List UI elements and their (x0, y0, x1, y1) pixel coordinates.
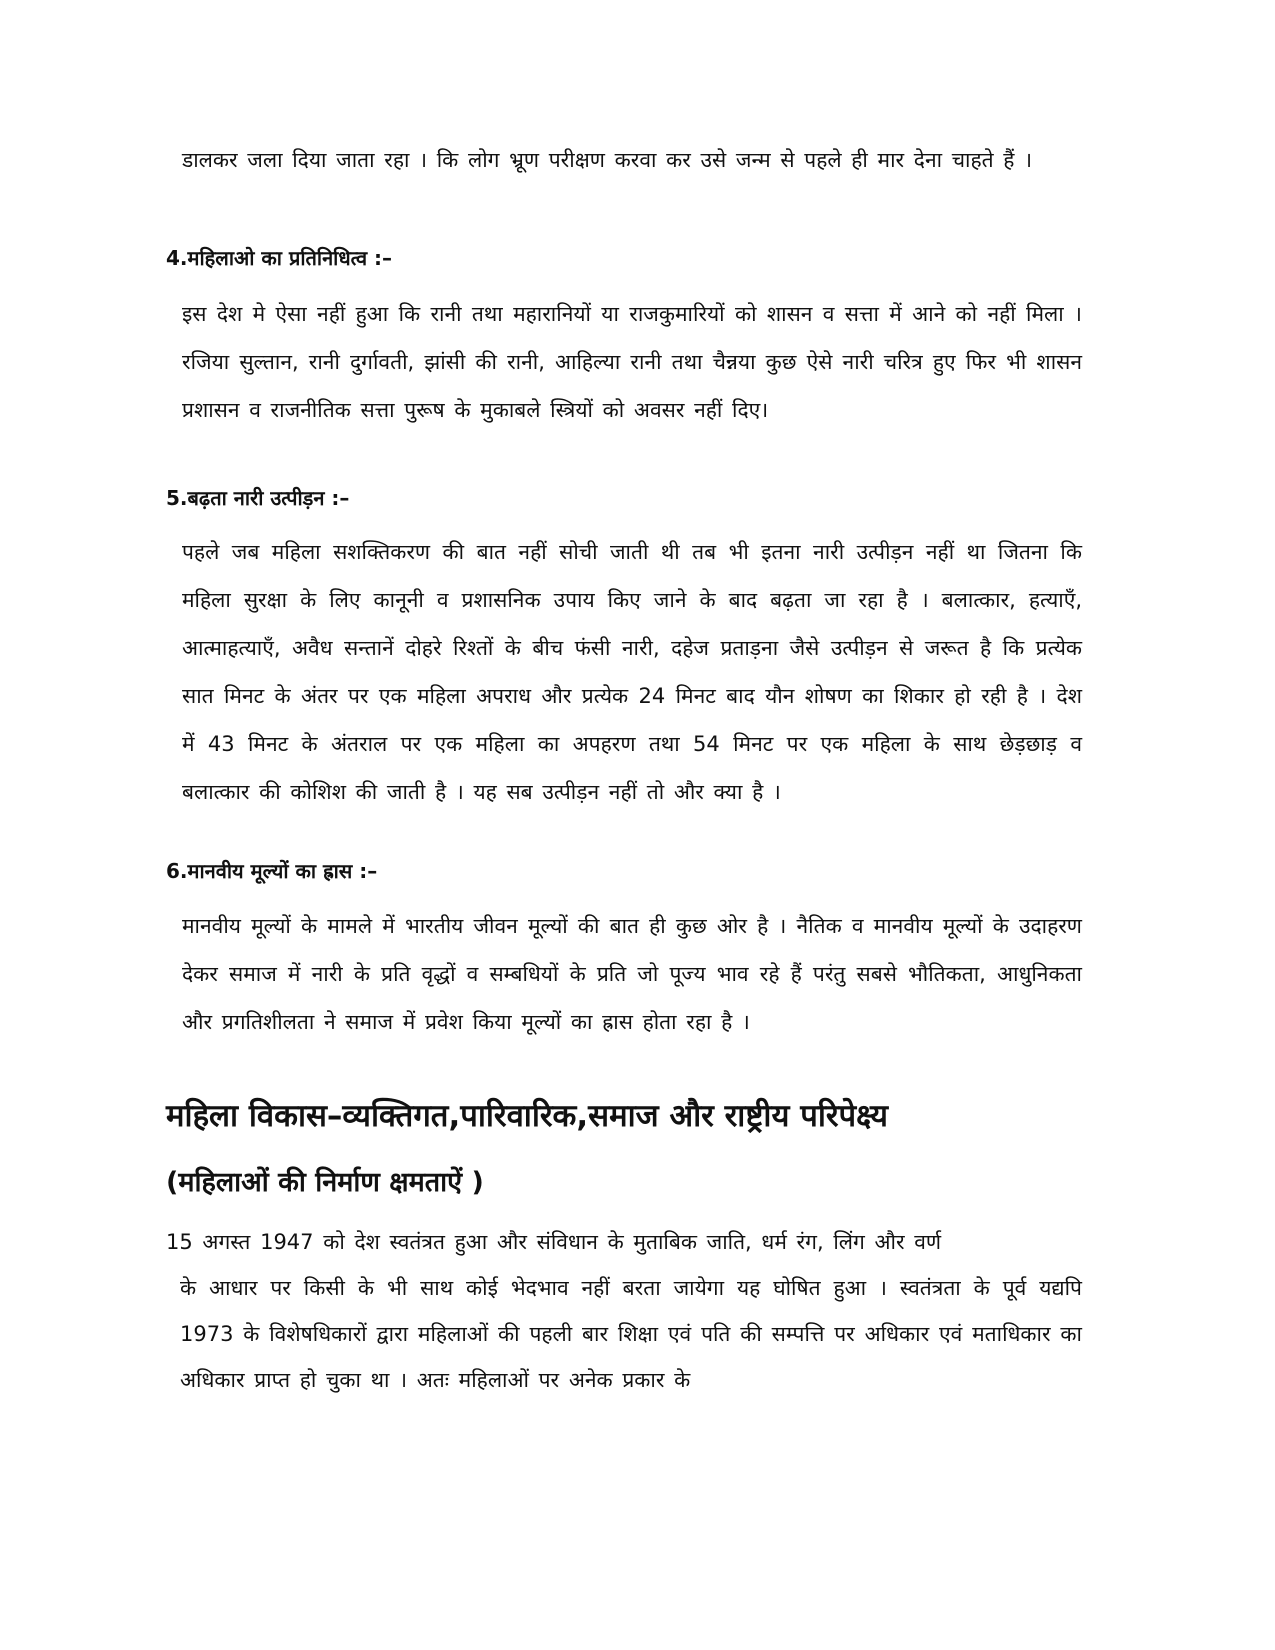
section-5-heading: 5.बढ़ता नारी उत्पीड़न :– (166, 486, 350, 510)
section-5-body: पहले जब महिला सशक्तिकरण की बात नहीं सोची जाती थी तब भी इतना नारी उत्पीड़न नहीं था जितना कि महिला सुरक्षा के लिए कानूनी व प्रशासनिक उपाय किए जाने के बाद बढ़ता जा रहा है । बलात्कार, हत्याएँ, आत्माहत्याएँ, अवैध सन्तानें दोहरे रिश्तों के बीच फंसी नारी, दहेज प्रताड़ना जैसे उत्पीड़न से जरूत है कि प्रत्येक सात मिनट के अंतर पर एक महिला अपराध और प्रत्येक 24 मिनट बाद यौन शोषण का शिकार हो रही है । देश में 43 मिनट के अंतराल पर एक महिला का अपहरण तथा 54 मिनट पर एक महिला के साथ छेड़छाड़ व बलात्कार की कोशिश की जाती है । यह सब उत्पीड़न नहीं तो और क्या है । (182, 540, 1082, 804)
chapter-title: महिला विकास–व्यक्तिगत,पारिवारिक,समाज और राष्ट्रीय परिपेक्ष्य (166, 1098, 888, 1134)
section-6-heading: 6.मानवीय मूल्यों का ह्रास :– (166, 859, 378, 883)
chapter-subtitle: (महिलाओं की निर्माण क्षमताऐं ) (166, 1167, 484, 1198)
section-6-body: मानवीय मूल्यों के मामले में भारतीय जीवन मूल्यों की बात ही कुछ ओर है । नैतिक व मानवीय मूल्यों के उदाहरण देकर समाज में नारी के प्रति वृद्धों व सम्बधियों के प्रति जो पूज्य भाव रहे हैं परंतु सबसे भौतिकता, आधुनिकता और प्रगतिशीलता ने समाज में प्रवेश किया मूल्यों का ह्रास होता रहा है । (182, 914, 1082, 1034)
chapter-body-continued: के आधार पर किसी के भी साथ कोई भेदभाव नहीं बरता जायेगा यह घोषित हुआ । स्वतंत्रता के पूर्व यद्यपि 1973 के विशेषधिकारों द्वारा महिलाओं की पहली बार शिक्षा एवं पति की सम्पत्ति पर अधिकार एवं मताधिकार का अधिकार प्राप्त हो चुका था । अतः महिलाओं पर अनेक प्रकार के (180, 1276, 1082, 1392)
section-4-heading: 4.महिलाओ का प्रतिनिधित्व :– (166, 246, 393, 270)
chapter-body-first-line: 15 अगस्त 1947 को देश स्वतंत्रत हुआ और संविधान के मुताबिक जाति, धर्म रंग, लिंग और वर्ण (166, 1230, 942, 1254)
paragraph-continued: डालकर जला दिया जाता रहा । कि लोग भ्रूण परीक्षण करवा कर उसे जन्म से पहले ही मार देना चाहते हैं । (182, 148, 1033, 172)
section-4-body: इस देश मे ऐसा नहीं हुआ कि रानी तथा महारानियों या राजकुमारियों को शासन व सत्ता में आने को नहीं मिला । रजिया सुल्तान, रानी दुर्गावती, झांसी की रानी, आहिल्या रानी तथा चैन्नया कुछ ऐसे नारी चरित्र हुए फिर भी शासन प्रशासन व राजनीतिक सत्ता पुरूष के मुकाबले स्त्रियों को अवसर नहीं दिए। (182, 302, 1082, 422)
chapter-body (166, 1219, 1082, 1403)
